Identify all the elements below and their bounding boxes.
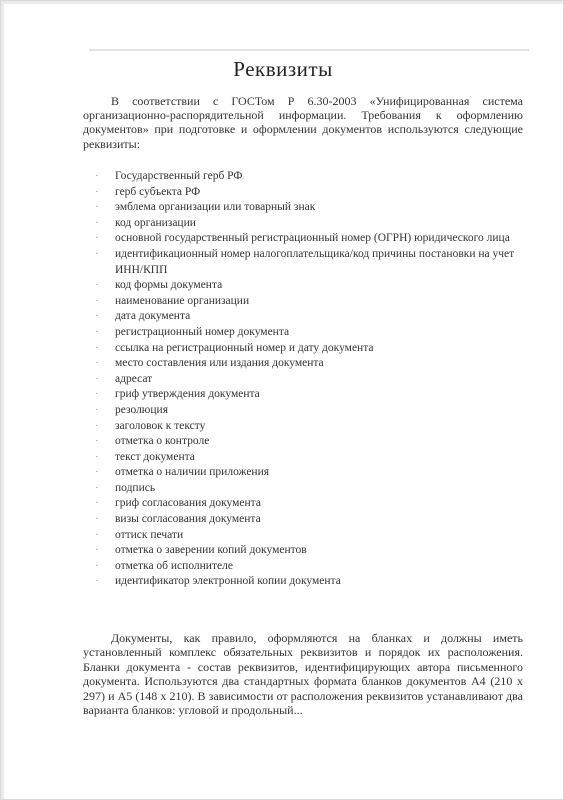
list-item-text: отметка о заверении копий документов [115,544,307,557]
list-item [91,231,521,247]
bullet-icon: · [95,341,99,354]
list-item [91,169,521,185]
list-item-text: код формы документа [115,279,223,292]
bullet-icon: · [95,170,99,182]
list-item-text: герб субъекта РФ [115,185,201,198]
bullet-icon: · [95,481,99,494]
list-item-text: код организации [115,216,196,229]
list-item-text: резолюция [115,403,168,416]
list-item [91,387,521,403]
list-item [91,496,521,512]
list-item-text: эмблема организации или товарный знак [115,201,316,214]
list-item-text: заголовок к тексту [115,419,206,432]
list-item [91,278,521,294]
intro-paragraph: В соответствии с ГОСТом Р 6.30-2003 «Унифицированная система организационно-распорядительной информации. Требования к оформлению документов» при подготовке и оформлении документов используются следующие реквизиты: [83,94,523,151]
list-item [91,403,521,419]
list-item [91,309,521,325]
list-item [91,434,521,450]
bullet-icon: · [95,388,99,401]
list-item [91,356,521,372]
list-item-text: визы согласования документа [115,513,261,526]
bullet-icon: · [95,466,99,479]
list-item [91,200,521,216]
list-item [91,372,521,388]
requisites-list [91,169,521,590]
bullet-icon: · [95,497,99,510]
bullet-icon: · [95,435,99,448]
list-item-text: отметка о наличии приложения [115,466,270,479]
list-item [91,559,521,575]
bullet-icon: · [95,279,99,292]
page-title: Реквизиты [233,57,333,81]
bullet-icon: · [95,403,99,416]
bullet-icon: · [95,325,99,338]
list-item-text: основной государственный регистрационный номер (ОГРН) юридического лица [115,232,510,245]
list-item-text: гриф согласования документа [115,497,261,510]
list-item [91,574,521,590]
list-item-text: наименование организации [115,294,250,307]
bullet-icon: · [95,559,99,572]
list-item-text: отметка о контроле [115,435,210,448]
list-item [91,512,521,528]
outro-paragraph: Документы, как правило, оформляются на бланках и должны иметь установленный комплекс обязательных реквизитов и порядок их расположения. Бланки документа - состав реквизитов, идентифицирующих автора письменного документа. Используются два стандартных формата бланков документов А4 (210 х 297) и А5 (148 х 210). В зависимости от расположения реквизитов устанавливают два варианта бланков: угловой и продольный... [83,631,523,718]
bullet-icon: · [95,419,99,432]
bullet-icon: · [95,310,99,323]
bullet-icon: · [95,450,99,463]
list-item [91,216,521,232]
list-item-text: отметка об исполнителе [115,559,233,572]
list-item-text: адресат [115,372,153,385]
bullet-icon: · [95,247,99,260]
bullet-icon: · [95,357,99,370]
bullet-icon: · [95,201,99,214]
bullet-icon: · [95,232,99,245]
list-item [91,185,521,201]
bullet-icon: · [95,372,99,385]
list-item [91,543,521,559]
list-item-text: ссылка на регистрационный номер и дату документа [115,341,374,354]
list-item-text: гриф утверждения документа [115,388,260,401]
list-item-text: место составления или издания документа [115,357,324,370]
list-item-text: идентификатор электронной копии документа [115,575,341,588]
bullet-icon: · [95,528,99,541]
list-item [91,247,521,278]
list-item-text: текст документа [115,450,195,463]
list-item-text: идентификационный номер налогоплательщика/код причины постановки на учет ИНН/КПП [115,247,515,276]
list-item [91,419,521,435]
list-item-text: дата документа [115,310,191,323]
header-divider [89,49,529,51]
list-item [91,450,521,466]
bullet-icon: · [95,216,99,229]
bullet-icon: · [95,513,99,526]
list-item [91,481,521,497]
bullet-icon: · [95,544,99,557]
list-item [91,528,521,544]
list-item [91,465,521,481]
list-item [91,325,521,341]
bullet-icon: · [95,185,99,198]
bullet-icon: · [95,575,99,588]
list-item [91,341,521,357]
list-item-text: подпись [115,481,156,494]
list-item-text: оттиск печати [115,528,184,541]
list-item [91,294,521,310]
list-item-text: Государственный герб РФ [115,170,243,182]
bullet-icon: · [95,294,99,307]
list-item-text: регистрационный номер документа [115,325,290,338]
